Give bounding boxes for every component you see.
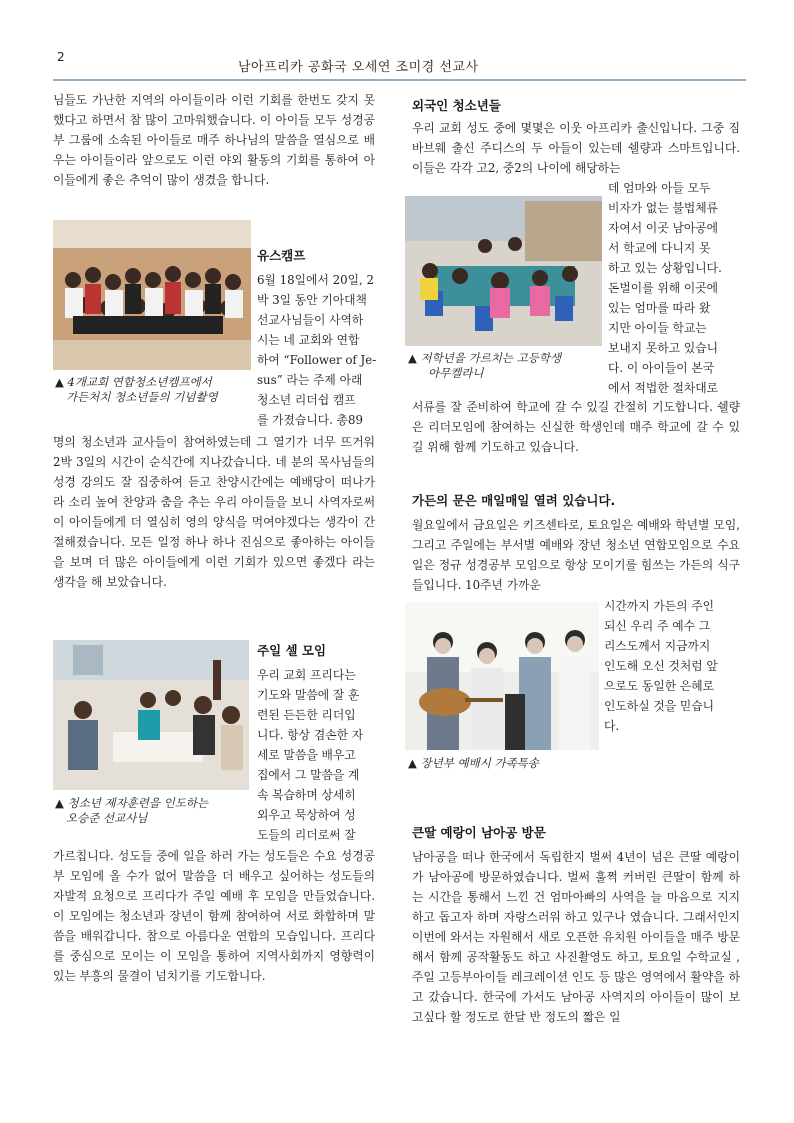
page-header-title: 남아프리카 공화국 오세연 조미경 선교사 bbox=[238, 60, 479, 75]
header-rule bbox=[53, 79, 746, 81]
foreign-youth-wrap-line: 하고 있는 상황입니다. bbox=[608, 261, 722, 275]
garden-wrap-line: 으로도 동일한 은혜로 bbox=[604, 679, 715, 693]
cell-group-wrap-line: 우리 교회 프리다는 bbox=[257, 668, 356, 682]
foreign-youth-wrap-line: 비자가 없는 불법체류 bbox=[608, 201, 719, 215]
youth-camp-heading: 유스캠프 bbox=[257, 248, 306, 263]
foreign-youth-heading: 외국인 청소년들 bbox=[412, 98, 501, 113]
foreign-youth-photo bbox=[405, 196, 602, 346]
garden-wrap-line: 시간까지 가든의 주인 bbox=[604, 599, 715, 613]
youth-camp-wrap-line: 시는 네 교회와 연합 bbox=[257, 333, 360, 347]
garden-wrap-line: 다. bbox=[604, 719, 620, 733]
intro-paragraph: 님들도 가난한 지역의 아이들이라 이런 기회를 한번도 갖지 못했다고 하면서 참 많이 고마워했습니다. 이 아이들 모두 성경공부 그룹에 소속된 아이들로 매주 하나님의 말씀을 열심으로 배우는 아이들이라 앞으로도 이런 야외 활동의 기회를 통하여 아이들에게 좋은 추억이 많이 생겼을 합니다. bbox=[53, 93, 375, 187]
foreign-youth-wrap-line: 있는 엄마를 따라 왔 bbox=[608, 301, 711, 315]
garden-wrap-line: 인도하실 것을 믿습니 bbox=[604, 699, 715, 713]
foreign-youth-wrap-line: 지만 아이들 학교는 bbox=[608, 321, 707, 335]
garden-intro: 월요일에서 금요일은 키즈센타로, 토요일은 예배와 학년별 모임, 그리고 주일에는 부서별 예배와 장년 청소년 연합모임으로 수요일은 정규 성경공부 모임으로 항상 모이기를 힘쓰는 가든의 식구들입니다. 10주년 가까운 bbox=[412, 518, 740, 592]
foreign-youth-caption-line: 아무켈라니 bbox=[428, 366, 484, 380]
foreign-youth-wrap-line: 에서 적법한 절차대로 bbox=[608, 381, 719, 395]
foreign-youth-wrap-line: 데 엄마와 아들 모두 bbox=[608, 181, 711, 195]
cell-group-caption-line: ▲ 청소년 제자훈련을 인도하는 bbox=[55, 796, 209, 810]
daughter-visit-body: 남아공을 떠나 한국에서 독립한지 벌써 4년이 넘은 큰딸 예랑이가 남아공에 방문하였습니다. 벌써 훌쩍 커버린 큰딸이 함께 하는 시간을 통해서 느낀 건 엄마아빠의 사역을 늘 마음으로 지지하고 돕고자 하며 자랑스러워 하고 있구나 였습니다. 그래서인지 이번에 와서는 자원해서 새로 오픈한 유치원 아이들을 매주 방문해서 함께 공작활동도 하고 사진촬영도 하고, 토요일 수학교실 , 주일 고등부아이들 레크레이션 인도 등 많은 영역에서 활약을 하고 갔습니다. 한국에 가서도 남아공 사역지의 아이들이 많이 보고싶다 할 정도로 한달 반 정도의 짧은 일 bbox=[412, 850, 740, 1024]
cell-group-wrap-line: 기도와 말씀에 잘 훈 bbox=[257, 688, 360, 702]
foreign-youth-wrap-line: 서 학교에 다니지 못 bbox=[608, 241, 711, 255]
foreign-youth-wrap-line: 다. 이 아이들이 본국 bbox=[608, 361, 715, 375]
cell-group-body: 가르칩니다. 성도들 중에 일을 하러 가는 성도들은 수요 성경공부 모임에 올 수가 없어 말씀을 더 배우고 싶어하는 성도들의 자발적 요청으로 프리다가 주일 예배 후 모임을 만들었습니다. 이 모임에는 청소년과 장년이 함께 참여하여 서로 화합하며 말씀을 배워갑니다. 참으로 아름다운 연합의 모습입니다. 프리다를 중심으로 모이는 이 모임을 통하여 지역사회까지 영향력이 있는 부흥의 물결이 넘치기를 기도합니다. bbox=[53, 849, 375, 983]
foreign-youth-wrap-line: 돈벌이를 위해 이곳에 bbox=[608, 281, 719, 295]
youth-camp-photo bbox=[53, 220, 251, 370]
youth-camp-wrap-line: 선교사님들이 사역하 bbox=[257, 313, 364, 327]
youth-camp-caption-line: 가든처치 청소년들의 기념촬영 bbox=[66, 390, 218, 404]
garden-heading: 가든의 문은 매일매일 열려 있습니다. bbox=[412, 493, 616, 508]
cell-group-wrap-line: 련된 든든한 리더입 bbox=[257, 708, 356, 722]
cell-group-wrap-line: 집에서 그 말씀을 계 bbox=[257, 768, 360, 782]
youth-camp-wrap-line: 하여 “Follower of Je- bbox=[257, 353, 377, 367]
cell-group-heading: 주일 셀 모임 bbox=[257, 643, 327, 658]
youth-camp-wrap-line: 박 3일 동안 기아대책 bbox=[257, 293, 367, 307]
cell-group-photo bbox=[53, 640, 249, 790]
youth-camp-wrap-line: 를 가졌습니다. 총89 bbox=[257, 413, 364, 427]
daughter-visit-heading: 큰딸 예랑이 남아공 방문 bbox=[412, 825, 546, 840]
garden-wrap-line: 인도해 오신 것처럼 앞 bbox=[604, 659, 718, 673]
cell-group-wrap-line: 세로 말씀을 배우고 bbox=[257, 748, 356, 762]
garden-family-photo bbox=[405, 602, 599, 750]
foreign-youth-wrap-line: 자여서 이곳 남아공에 bbox=[608, 221, 719, 235]
cell-group-wrap-line: 니다. 항상 겸손한 자 bbox=[257, 728, 364, 742]
youth-camp-wrap-line: sus” 라는 주제 아래 bbox=[257, 373, 363, 387]
garden-caption: ▲ 장년부 예배시 가족특송 bbox=[408, 756, 539, 770]
cell-group-wrap-line: 도들의 리더로써 잘 bbox=[257, 828, 356, 842]
page-number: 2 bbox=[57, 50, 65, 64]
youth-camp-body: 명의 청소년과 교사들이 참여하였는데 그 열기가 너무 뜨거워 2박 3일의 시간이 순식간에 지나갔습니다. 네 분의 목사님들의 성경 강의도 잘 집중하여 듣고 찬양시간에는 예배당이 떠나가라 소리 높여 찬양과 춤을 추는 우리 아이들을 보니 사역자로써 이 아이들에게 더 열심히 영의 양식을 먹여야겠다는 생각이 간절해졌습니다. 모든 일정 하나 하나 진심으로 좋아하는 아이들을 보며 더 많은 아이들에게 이런 기회가 있으면 좋겠다 라는 생각을 해 보았습니다. bbox=[53, 435, 375, 589]
cell-group-caption-line: 오승준 선교사님 bbox=[66, 811, 148, 825]
youth-camp-wrap-line: 6월 18일에서 20일, 2 bbox=[257, 273, 375, 287]
garden-wrap-line: 되신 우리 주 예수 그 bbox=[604, 619, 711, 633]
foreign-youth-body: 서류를 잘 준비하여 학교에 갈 수 있길 간절히 기도합니다. 쉘량은 리더모임에 참여하는 신실한 학생인데 매주 학교에 갈 수 있길 위해 함께 기도하고 있습니다. bbox=[412, 400, 740, 454]
garden-wrap-line: 리스도께서 지금까지 bbox=[604, 639, 711, 653]
cell-group-wrap-line: 외우고 묵상하여 성 bbox=[257, 808, 356, 822]
foreign-youth-caption-line: ▲ 저학년을 가르치는 고등학생 bbox=[408, 351, 562, 365]
foreign-youth-wrap-line: 보내지 못하고 있습니 bbox=[608, 341, 719, 355]
foreign-youth-intro: 우리 교회 성도 중에 몇몇은 이웃 아프리카 출신입니다. 그중 짐바브웨 출신 주디스의 두 아들이 있는데 쉘량과 스마트입니다. 이들은 각각 고2, 중2의 나이에 해당하는 bbox=[412, 121, 740, 175]
youth-camp-caption-line: ▲ 4개교회 연합청소년캠프에서 bbox=[55, 375, 212, 389]
youth-camp-wrap-line: 청소년 리더쉽 캠프 bbox=[257, 393, 356, 407]
cell-group-wrap-line: 속 복습하며 상세히 bbox=[257, 788, 356, 802]
